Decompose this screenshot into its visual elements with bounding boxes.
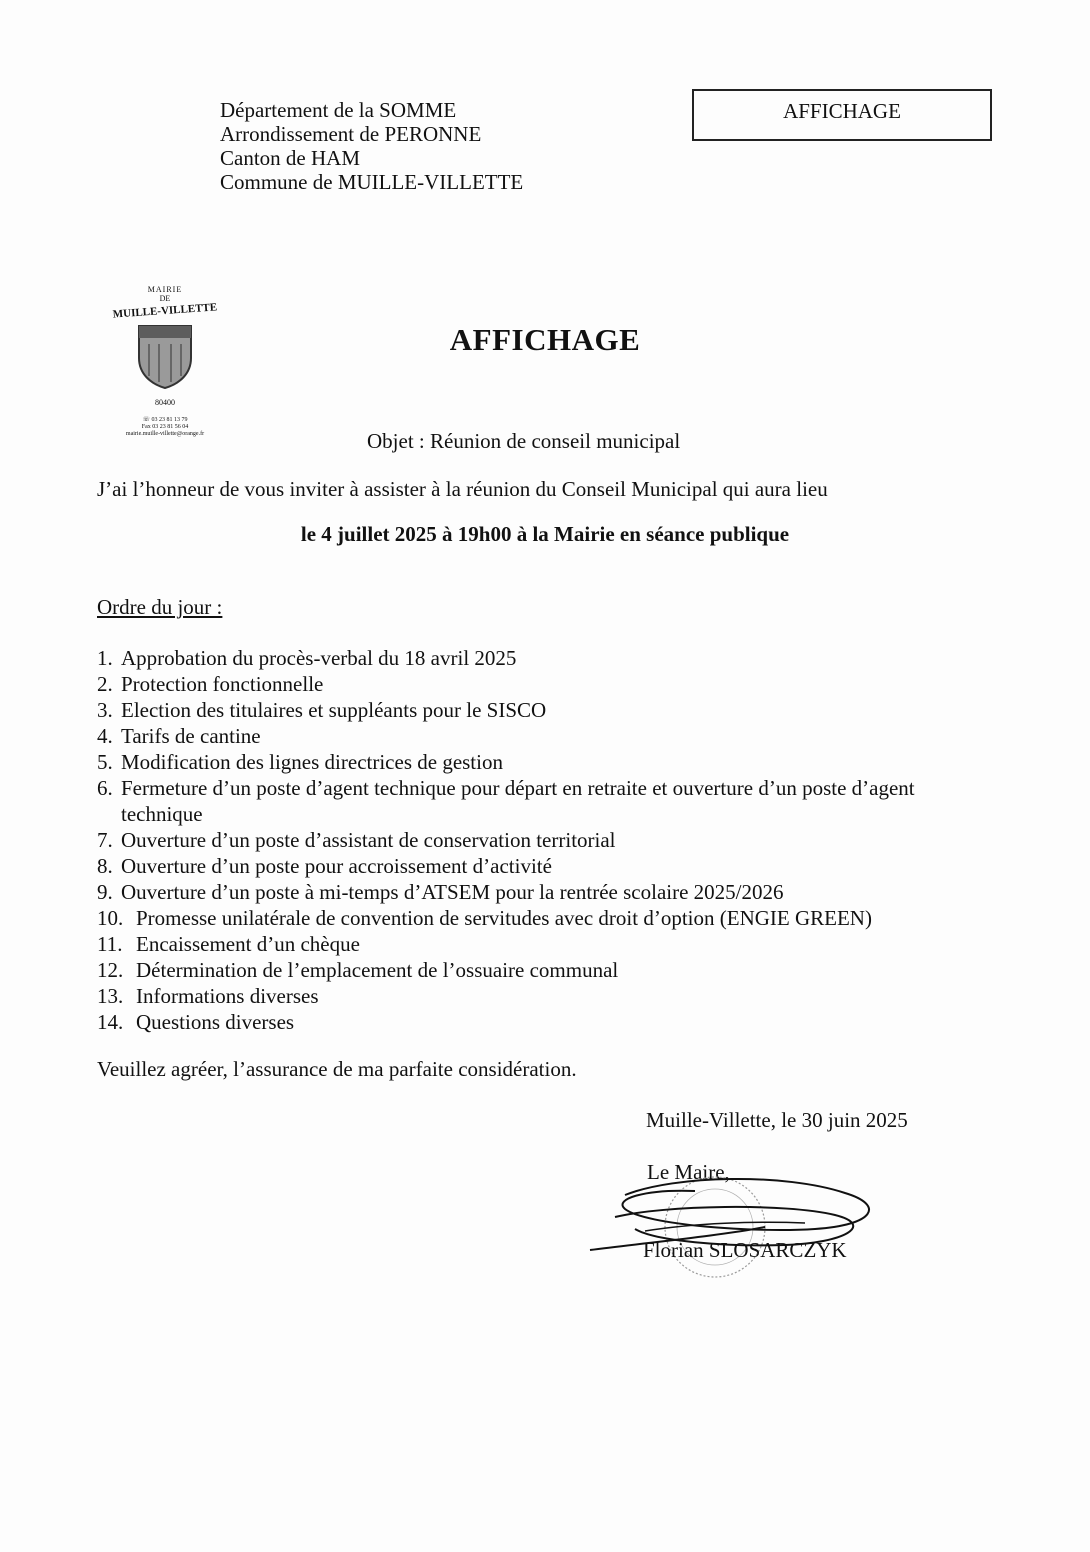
agenda-item-text: Encaissement d’un chèque xyxy=(136,932,360,956)
agenda-item-number: 14. xyxy=(97,1010,124,1034)
agenda-item xyxy=(97,827,977,853)
seal-phone: ☏ 03 23 81 13 79 xyxy=(142,417,188,423)
header-commune: Commune de MUILLE-VILLETTE xyxy=(220,170,524,194)
agenda-item-text: Election des titulaires et suppléants pour le SISCO xyxy=(121,698,547,722)
agenda-item-number: 10. xyxy=(97,906,124,930)
agenda-item-text: Tarifs de cantine xyxy=(121,724,261,748)
seal-contact xyxy=(100,417,230,438)
agenda-item xyxy=(97,775,977,827)
affichage-badge: AFFICHAGE xyxy=(692,89,992,141)
agenda-item xyxy=(97,749,977,775)
place-date: Muille-Villette, le 30 juin 2025 xyxy=(646,1108,908,1132)
agenda-item-text: Informations diverses xyxy=(136,984,319,1008)
header-address xyxy=(220,98,523,194)
agenda-item-text: Ouverture d’un poste d’assistant de conservation territorial xyxy=(121,828,616,852)
mairie-seal xyxy=(100,280,230,460)
agenda-item-number: 7. xyxy=(97,828,113,852)
page-title xyxy=(0,322,1090,358)
agenda-item-number: 1. xyxy=(97,646,113,670)
header-canton: Canton de HAM xyxy=(220,146,360,170)
agenda-item-text: Ouverture d’un poste pour accroissement d’activité xyxy=(121,854,552,878)
seal-commune-name: MUILLE-VILLETTE xyxy=(112,301,218,321)
agenda-item xyxy=(97,723,977,749)
agenda-item xyxy=(97,879,977,905)
agenda-item-number: 3. xyxy=(97,698,113,722)
seal-postal-code: 80400 xyxy=(155,398,175,407)
agenda-item xyxy=(97,931,977,957)
header-arrondissement: Arrondissement de PERONNE xyxy=(220,122,482,146)
maire-name: Florian SLOSARCZYK xyxy=(643,1238,847,1262)
page-title-text: AFFICHAGE xyxy=(449,322,641,357)
agenda-item-text: Questions diverses xyxy=(136,1010,295,1034)
meeting-date: le 4 juillet 2025 à 19h00 à la Mairie en séance publique xyxy=(300,522,790,546)
agenda-item-text: Approbation du procès-verbal du 18 avril 2025 xyxy=(121,646,517,670)
agenda-item-text: Ouverture d’un poste à mi-temps d’ATSEM pour la rentrée scolaire 2025/2026 xyxy=(121,880,784,904)
header-departement: Département de la SOMME xyxy=(220,98,457,122)
closing-sentence: Veuillez agréer, l’assurance de ma parfaite considération. xyxy=(97,1057,577,1081)
agenda-item xyxy=(97,957,977,983)
seal-fax: Fax 03 23 81 56 04 xyxy=(141,424,189,430)
seal-email: mairie.muille-villette@orange.fr xyxy=(125,431,205,437)
seal-de-text: DE xyxy=(159,294,171,303)
agenda-item xyxy=(97,1009,977,1035)
agenda-item-number: 8. xyxy=(97,854,113,878)
agenda-item-text: Détermination de l’emplacement de l’ossuaire communal xyxy=(136,958,619,982)
agenda-item-number: 12. xyxy=(97,958,124,982)
agenda-item xyxy=(97,697,977,723)
agenda-item xyxy=(97,853,977,879)
agenda-item-number: 2. xyxy=(97,672,113,696)
agenda-item-number: 11. xyxy=(97,932,123,956)
agenda-item-text: Modification des lignes directrices de gestion xyxy=(121,750,503,774)
agenda-item xyxy=(97,983,977,1009)
intro-paragraph: J’ai l’honneur de vous inviter à assister à la réunion du Conseil Municipal qui aura lieu xyxy=(97,477,828,501)
agenda-list xyxy=(97,645,977,1035)
agenda-item-text: Promesse unilatérale de convention de servitudes avec droit d’option (ENGIE GREEN) xyxy=(136,906,872,930)
agenda-item-text: Protection fonctionnelle xyxy=(121,672,324,696)
agenda-item xyxy=(97,645,977,671)
agenda-item xyxy=(97,905,977,931)
agenda-item-number: 6. xyxy=(97,776,113,800)
seal-top-text: MAIRIE xyxy=(147,285,183,294)
agenda-heading: Ordre du jour : xyxy=(97,595,223,619)
agenda-item-number: 9. xyxy=(97,880,113,904)
maire-label: Le Maire, xyxy=(647,1160,730,1184)
objet-line: Objet : Réunion de conseil municipal xyxy=(367,429,681,453)
agenda-item xyxy=(97,671,977,697)
agenda-item-number: 13. xyxy=(97,984,124,1008)
agenda-item-number: 5. xyxy=(97,750,113,774)
agenda-item-text: Fermeture d’un poste d’agent technique pour départ en retraite et ouverture d’un poste d’agent technique xyxy=(121,776,915,826)
agenda-item-number: 4. xyxy=(97,724,113,748)
